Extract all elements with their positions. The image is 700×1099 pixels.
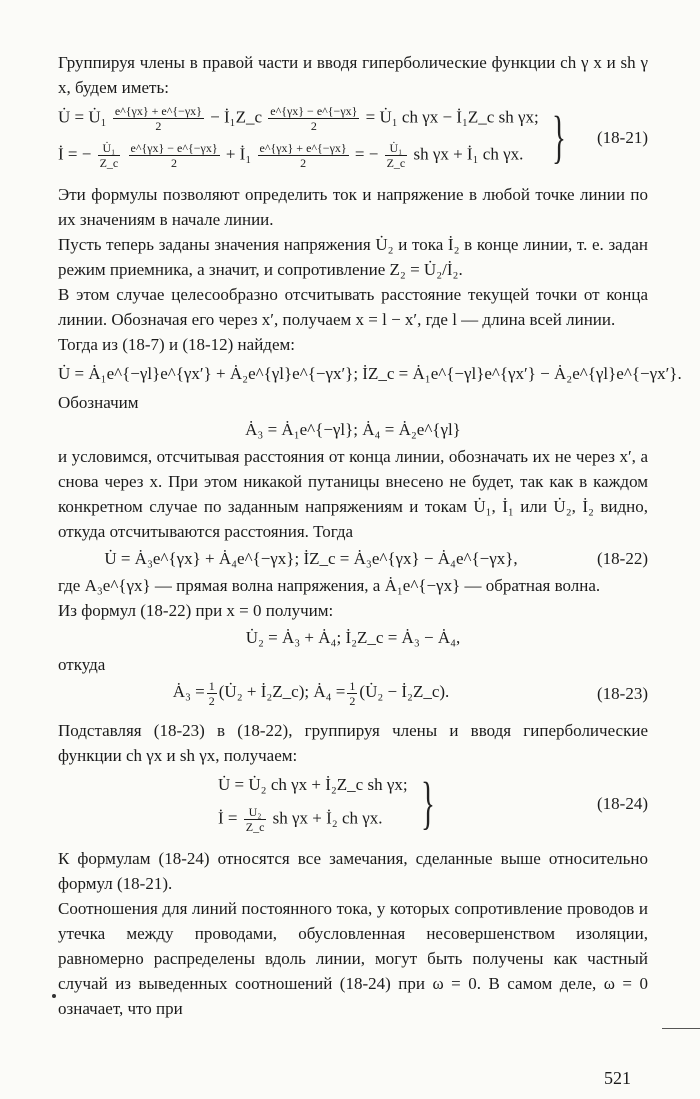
fraction: $\frac{\text{U̇₁}}{Z\_c}$ bbox=[386, 141, 406, 170]
paragraph: Тогда из (18-7) и (18-12) найдем: bbox=[58, 335, 295, 354]
equation-18-22: U̇ = Ȧ₃e^{γx} + Ȧ₄e^{−γx}; İZ_c = Ȧ₃e^{γx} − Ȧ₄e^{−γx}, (18-22) bbox=[58, 546, 648, 571]
equation-line: İ = $\frac{\text{U₂}}{Z\_c}$ sh γx + İ₂ ch γx. bbox=[218, 805, 383, 834]
paragraph: и условимся, отсчитывая расстояния от конца линии, обозначать их не через x′, а снова через x. При этом никакой путаницы внесено не будет, так как в каждом конкретном случае по заданным напряжениям и токам U̇₁, İ₁ или U̇₂, İ₂ видно, откуда отсчитываются расстояния. Тогда bbox=[58, 447, 648, 541]
paragraph: В этом случае целесообразно отсчитывать расстояние текущей точки от конца линии. Обозначая его через x′, получаем x = l − x′, где l — длина всей линии. bbox=[58, 285, 648, 329]
margin-rule bbox=[662, 1028, 700, 1029]
paragraph: где A₃e^{γx} — прямая волна напряжения, а Ȧ₁e^{−γx} — обратная волна. bbox=[58, 576, 601, 595]
fraction: $\frac{e\^{}\{\gamma x\} + e\^{}\{-\gamma x\}}{2}$ bbox=[259, 141, 347, 170]
fraction: $\frac{e\^{}\{\gamma x\} - e\^{}\{-\gamma x\}}{2}$ bbox=[270, 104, 358, 133]
equation-18-23: Ȧ₃ = $\frac{1}{2}$ (U̇₂ + İ₂Z_c); Ȧ₄ = $\frac{1}{2}$ (U̇₂ − İ₂Z_c). (18-23) bbox=[172, 679, 648, 708]
equation-18-24 bbox=[58, 772, 648, 834]
paragraph: Соотношения для линий постоянного тока, у которых сопротивление проводов и утечка между проводами, обусловленная несовершенством изоляции, равномерно распределены вдоль линии, могут быть получены как частный случай из выведенных соотношений (18-24) при ω = 0. В самом деле, ω = 0 означает, что при bbox=[58, 899, 648, 1018]
paragraph: откуда bbox=[58, 655, 106, 674]
paragraph: Пусть теперь заданы значения напряжения U̇₂ и тока İ₂ в конце линии, т. е. задан режим приемника, а значит, и сопротивление Z₂ = U̇₂/İ₂. bbox=[58, 235, 648, 279]
brace: } bbox=[551, 104, 566, 169]
fraction: $\frac{\text{U̇₁}}{Z\_c}$ bbox=[99, 141, 119, 170]
equation-number: (18-24) bbox=[597, 793, 648, 813]
equation: Ȧ₃ = Ȧ₁e^{−γl}; Ȧ₄ = Ȧ₂e^{γl} bbox=[245, 420, 461, 439]
fraction: $\frac{1}{2}$ bbox=[349, 679, 356, 708]
fraction: $\frac{e\^{}\{\gamma x\} + e\^{}\{-\gamma x\}}{2}$ bbox=[114, 104, 202, 133]
fraction: $\frac{1}{2}$ bbox=[208, 679, 215, 708]
brace: } bbox=[420, 770, 435, 835]
fraction: $\frac{e\^{}\{\gamma x\} - e\^{}\{-\gamma x\}}{2}$ bbox=[130, 141, 218, 170]
equation-18-21 bbox=[58, 104, 648, 170]
page-number: 521 bbox=[604, 1068, 631, 1088]
paragraph: Обозначим bbox=[58, 393, 139, 412]
paragraph: Подставляя (18-23) в (18-22), группируя члены и вводя гиперболические функции ch γx и sh γx, получаем: bbox=[58, 721, 648, 765]
margin-mark bbox=[52, 994, 56, 998]
equation-number: (18-23) bbox=[597, 684, 648, 703]
equation-line: U̇ = U̇₁ $\frac{e\^{}\{\gamma x\} + e\^{}\{-\gamma x\}}{2}$ − İ₁Z_c $\frac{e\^{}\{\gamma x\} - e\^{}\{-\gamma x\}}{2}$ = U̇₁ ch γx − İ₁Z_c sh γx; bbox=[58, 104, 539, 133]
fraction: $\frac{\text{U₂}}{Z\_c}$ bbox=[245, 805, 265, 834]
equation-line: İ = − $\frac{\text{U̇₁}}{Z\_c}$ $\frac{e\^{}\{\gamma x\} - e\^{}\{-\gamma x\}}{2}$ + İ₁ $\frac{e\^{}\{\gamma x\} + e\^{}\{-\gamma x\}}{2}$ = − $\frac{\text{U̇₁}}{Z\_c}$ sh γx + İ₁ ch γx. bbox=[58, 141, 524, 170]
equation: U̇₂ = Ȧ₃ + Ȧ₄; İ₂Z_c = Ȧ₃ − Ȧ₄, bbox=[245, 628, 461, 647]
equation: U̇ = Ȧ₁e^{−γl}e^{γx′} + Ȧ₂e^{γl}e^{−γx′}; İZ_c = Ȧ₁e^{−γl}e^{γx′} − Ȧ₂e^{γl}e^{−γx′}. bbox=[58, 364, 682, 383]
equation-number: (18-21) bbox=[597, 127, 648, 147]
paragraph: Из формул (18-22) при x = 0 получим: bbox=[58, 601, 334, 620]
equation-line: U̇ = U̇₂ ch γx + İ₂Z_c sh γx; bbox=[218, 775, 408, 794]
page-body bbox=[58, 50, 682, 1021]
equation-number: (18-22) bbox=[597, 549, 648, 568]
paragraph: Группируя члены в правой части и вводя гиперболические функции ch γ x и sh γ x, будем иметь: bbox=[58, 53, 648, 97]
paragraph: Эти формулы позволяют определить ток и напряжение в любой точке линии по их значениям в начале линии. bbox=[58, 185, 648, 229]
paragraph: К формулам (18-24) относятся все замечания, сделанные выше относительно формул (18-21). bbox=[58, 849, 648, 893]
